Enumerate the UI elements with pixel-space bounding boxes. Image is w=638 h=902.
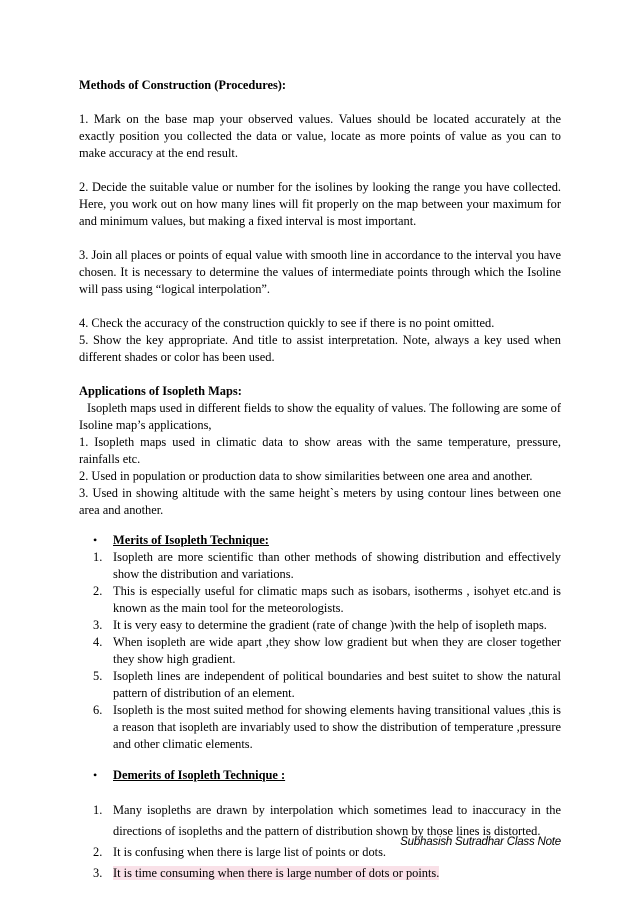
method-step-3: 3. Join all places or points of equal value with smooth line in accordance to the interval you have chosen. It is necessary to determine the values of intermediate points through which the Isoline will pass using “logical interpolation”. [79, 248, 561, 296]
method-step-2: 2. Decide the suitable value or number for the isolines by looking the range you have collected. Here, you work out on how many lines will fit properly on the map between your maximum for and minimum values, but making a fixed interval is most important. [79, 180, 561, 228]
method-step-5: 5. Show the key appropriate. And title to assist interpretation. Note, always a key used when different shades or color has been used. [79, 333, 561, 364]
demerits-heading [79, 767, 561, 784]
merits-title: Merits of Isopleth Technique: [113, 533, 269, 547]
list-item: 4. When isopleth are wide apart ,they show low gradient but when they are closer together they show high gradient. [93, 635, 561, 666]
methods-heading: Methods of Construction (Procedures): [79, 78, 287, 92]
list-item: 1. Many isopleths are drawn by interpolation which sometimes lead to inaccuracy in the directions of isopleths and the pattern of distribution shown by those lines is distorted. [93, 803, 561, 838]
list-item: 3. It is time consuming when there is large number of dots or points. [93, 866, 440, 880]
list-item: 2. This is especially useful for climatic maps such as isobars, isotherms , isohyet etc.and is known as the main tool for the meteorologists. [93, 584, 561, 615]
document-body [79, 77, 561, 884]
application-item: 3. Used in showing altitude with the same height`s meters by using contour lines between one area and another. [79, 486, 561, 517]
application-item: 2. Used in population or production data to show similarities between one area and another. [79, 469, 533, 483]
merits-list [79, 549, 561, 753]
list-item: 5. Isopleth lines are independent of political boundaries and best suitet to show the natural pattern of distribution of an element. [93, 669, 561, 700]
highlighted-text: It is time consuming when there is large number of dots or points. [113, 866, 440, 880]
method-step-1: 1. Mark on the base map your observed values. Values should be located accurately at the exactly position you collected the data or value, locate as more points of value as you can to make accuracy at the end result. [79, 112, 561, 160]
applications-intro: Isopleth maps used in different fields to show the equality of values. The following are some of Isoline map’s applications, [79, 401, 561, 432]
list-item: 3. It is very easy to determine the gradient (rate of change )with the help of isopleth maps. [93, 618, 547, 632]
bullet-icon: • [93, 533, 98, 547]
footer-note: Subhasish Sutradhar Class Note [400, 836, 561, 848]
list-item: 2. It is confusing when there is large list of points or dots. [93, 845, 387, 859]
method-step-4: 4. Check the accuracy of the construction quickly to see if there is no point omitted. [79, 316, 495, 330]
list-item: 6. Isopleth is the most suited method for showing elements having transitional values ,this is a reason that isopleth are invariably used to show the distribution of temperature ,pressure and other climatic elements. [93, 703, 561, 751]
merits-heading [79, 532, 561, 549]
bullet-icon: • [93, 768, 98, 782]
application-item: 1. Isopleth maps used in climatic data to show areas with the same temperature, pressure, rainfalls etc. [79, 435, 561, 466]
demerits-title: Demerits of Isopleth Technique : [113, 768, 286, 782]
applications-heading: Applications of Isopleth Maps: [79, 384, 242, 398]
list-item: 1. Isopleth are more scientific than other methods of showing distribution and effectively show the distribution and variations. [93, 550, 561, 581]
